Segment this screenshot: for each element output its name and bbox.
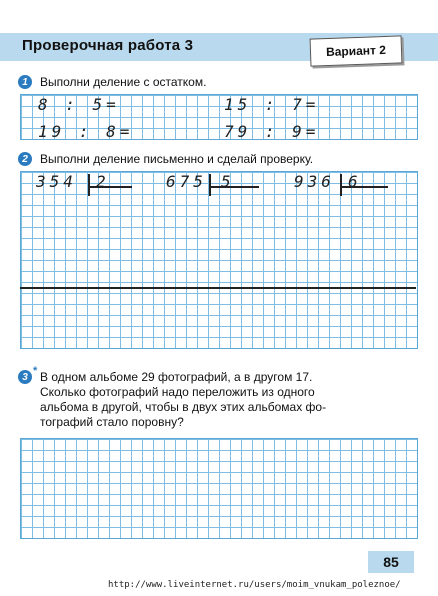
task-2-number: 2 <box>18 152 32 166</box>
task-1-expression-3: 19 : 8= <box>38 122 134 141</box>
dividend: 354 <box>36 172 77 191</box>
task-3-grid <box>20 438 418 539</box>
task-1-instruction: Выполни деление с остатком. <box>40 75 207 89</box>
task-2-separator-line <box>20 287 416 289</box>
star-icon: * <box>33 365 38 377</box>
task-3-number: 3 <box>18 370 32 384</box>
task-1-expression-1: 8 : 5= <box>38 95 120 114</box>
page-number: 85 <box>368 551 414 573</box>
divisor: 2 <box>96 172 110 191</box>
division-bar <box>88 186 132 188</box>
task-3-line-3: альбома в другой, чтобы в двух этих альбомах фо- <box>40 400 327 414</box>
division-bar <box>340 174 342 196</box>
variant-label: Вариант 2 <box>310 35 403 66</box>
divisor: 6 <box>348 172 362 191</box>
page-title: Проверочная работа 3 <box>22 37 194 54</box>
task-2-instruction: Выполни деление письменно и сделай проверку. <box>40 152 314 166</box>
division-bar <box>209 174 211 196</box>
task-3-line-2: Сколько фотографий надо переложить из одного <box>40 385 315 399</box>
divisor: 5 <box>221 172 235 191</box>
task-3-line-1: В одном альбоме 29 фотографий, а в другом 17. <box>40 370 313 384</box>
task-1-number: 1 <box>18 75 32 89</box>
dividend: 936 <box>294 172 335 191</box>
division-bar <box>88 174 90 196</box>
task-1-expression-2: 15 : 7= <box>224 95 320 114</box>
dividend: 675 <box>166 172 207 191</box>
source-url[interactable]: http://www.liveinternet.ru/users/moim_vnukam_poleznoe/ <box>108 580 401 590</box>
task-1-expression-4: 79 : 9= <box>224 122 320 141</box>
task-3-line-4: тографий стало поровну? <box>40 415 184 429</box>
task-2-grid <box>20 171 418 349</box>
